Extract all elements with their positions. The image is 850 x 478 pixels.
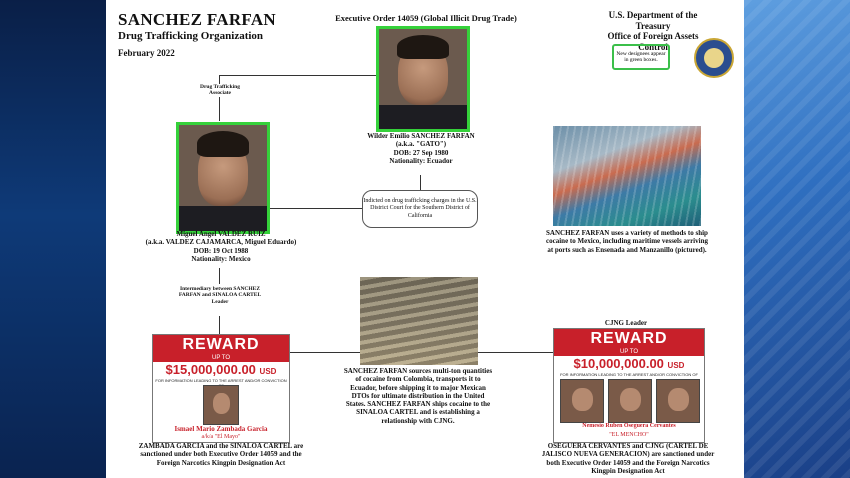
connector-line — [219, 75, 220, 121]
reward-amount: $10,000,000.00 USD — [573, 356, 685, 371]
connector-line — [219, 75, 376, 76]
miguel-name: Miguel Angel VALDEZ RUIZ — [176, 230, 266, 238]
associate-label: Drug Trafficking Associate — [191, 84, 249, 97]
reward-alias: "EL MENCHO" — [609, 432, 649, 438]
connector-line — [288, 352, 360, 353]
wilder-nationality: Nationality: Ecuador — [389, 156, 453, 165]
miguel-photo — [176, 122, 270, 234]
connector-line — [219, 268, 220, 284]
treasury-seal-icon — [694, 38, 734, 78]
background-left — [0, 0, 106, 478]
legend-note: New designees appear in green boxes. — [612, 44, 670, 70]
reward-heading: REWARD — [554, 329, 704, 348]
oseguera-photo-3 — [656, 379, 700, 423]
wilder-aka: (a.k.a. "GATO") — [395, 140, 447, 149]
zambada-caption: ZAMBADA GARCIA and the SINALOA CARTEL are sanctioned under both Executive Order 14059 and the Foreign Narcotics Kingpin Designation Act — [138, 442, 304, 467]
zambada-photo — [203, 385, 239, 425]
reward-poster-oseguera — [553, 328, 705, 443]
cocaine-photo — [360, 277, 478, 365]
connector-line — [420, 175, 421, 190]
oseguera-caption: OSEGUERA CERVANTES and CJNG (CARTEL DE JALISCO NUEVA GENERACION) are sanctioned under both Executive Order 14059 and the Foreign Narcotics Kingpin Designation Act — [541, 442, 715, 475]
oseguera-photo-2 — [608, 379, 652, 423]
reward-upto: UP TO — [554, 348, 704, 356]
reward-name: Ismael Mario Zambada Garcia — [174, 425, 268, 433]
executive-order-label: Executive Order 14059 (Global Illicit Drug Trade) — [335, 13, 517, 23]
page-subtitle: Drug Trafficking Organization — [118, 30, 264, 42]
wilder-dob: DOB: 27 Sep 1980 — [393, 148, 449, 157]
miguel-dob: DOB: 19 Oct 1988 — [193, 246, 249, 255]
miguel-aka: (a.k.a. VALDEZ CAJAMARCA, Miguel Eduardo) — [145, 238, 297, 247]
indictment-box-wrapper — [362, 190, 476, 226]
reward-info: FOR INFORMATION LEADING TO THE ARREST AND/OR CONVICTION — [155, 378, 287, 383]
background-right — [744, 0, 850, 478]
reward-name: Nemesio Ruben Oseguera Cervantes — [582, 423, 676, 429]
wilder-name: Wilder Emilio SANCHEZ FARFAN — [367, 132, 475, 140]
reward-upto: UP TO — [153, 354, 289, 362]
reward-amount: $15,000,000.00 USD — [165, 362, 277, 377]
reward-alias: a/k/a "El Mayo" — [201, 434, 241, 440]
agency-line-2: Office of Foreign Assets Control — [607, 31, 699, 52]
page-title: SANCHEZ FARFAN — [118, 10, 276, 29]
miguel-info — [126, 230, 316, 263]
page-date: February 2022 — [118, 48, 175, 58]
indictment-box: Indicted on drug trafficking charges in the U.S. District Court for the Southern District of California — [362, 190, 478, 228]
oseguera-photo-1 — [560, 379, 604, 423]
miguel-nationality: Nationality: Mexico — [191, 254, 251, 263]
connector-line — [478, 352, 553, 353]
wilder-info — [336, 132, 506, 165]
port-photo — [553, 126, 701, 226]
ofac-chart-document — [106, 0, 744, 478]
reward-poster-zambada — [152, 334, 290, 443]
cocaine-caption: SANCHEZ FARFAN sources multi-ton quantities of cocaine from Colombia, transports it to Ecuador, before shipping it to major Mexican DTOs for ultimate distribution in the United States. SANCHEZ FARFAN ships cocaine to the SINALOA CARTEL and is establishing a relationship with CJNG. — [343, 367, 493, 425]
reward-heading: REWARD — [153, 335, 289, 354]
reward-info: FOR INFORMATION LEADING TO THE ARREST AND/OR CONVICTION OF — [560, 372, 698, 377]
wilder-photo — [376, 26, 470, 132]
connector-line — [219, 316, 220, 334]
intermediary-label: Intermediary between SANCHEZ FARFAN and SINALOA CARTEL Leader — [178, 286, 262, 305]
port-caption: SANCHEZ FARFAN uses a variety of methods to ship cocaine to Mexico, including maritime vessels arriving at ports such as Ensenada and Manzanillo (pictured). — [546, 229, 708, 254]
agency-line-1: U.S. Department of the Treasury — [608, 10, 698, 31]
cjng-leader-label: CJNG Leader — [604, 319, 648, 327]
connector-line — [266, 208, 362, 209]
